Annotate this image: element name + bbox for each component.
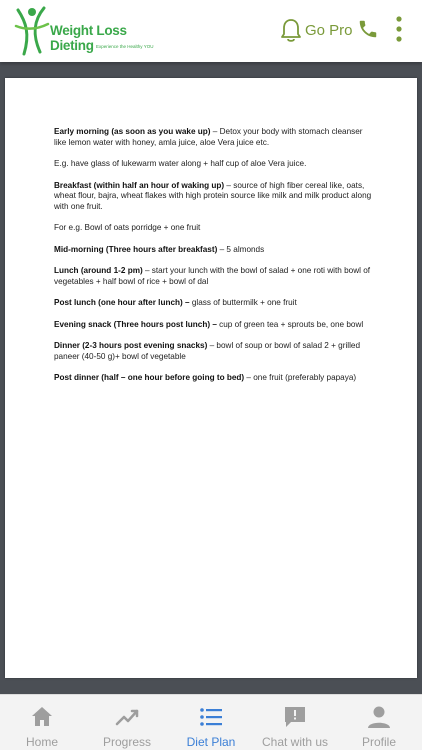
- logo-tagline: Experience the Healthy YOU: [96, 44, 154, 49]
- go-pro-button[interactable]: [280, 16, 353, 44]
- nav-diet-plan[interactable]: [180, 695, 242, 750]
- diet-plan-document[interactable]: [5, 78, 417, 678]
- logo-figure-icon: [10, 4, 54, 58]
- nav-diet-plan-label: Diet Plan: [186, 735, 236, 749]
- go-pro-label: Go Pro: [305, 21, 353, 39]
- nav-home-label: Home: [25, 735, 58, 749]
- plan-item: Post lunch (one hour after lunch) – glass of buttermilk + one fruit: [54, 298, 297, 307]
- nav-profile[interactable]: [355, 695, 403, 750]
- app-header: [0, 0, 422, 62]
- bottom-navigation: [0, 694, 422, 750]
- phone-icon[interactable]: [357, 18, 379, 40]
- person-icon: [365, 703, 393, 731]
- diet-plan-text: [54, 127, 372, 395]
- plan-item: Post dinner (half – one hour before going to bed) – one fruit (preferably papaya): [54, 373, 357, 382]
- list-icon: [197, 703, 225, 731]
- nav-progress-label: Progress: [102, 735, 152, 749]
- plan-item: Lunch (around 1-2 pm) – start your lunch with the bowl of salad + one roti with bowl of vegetables + half bowl of rice + bowl of dal: [54, 266, 371, 286]
- nav-progress[interactable]: [96, 695, 158, 750]
- bell-icon: [280, 17, 302, 43]
- plan-item: Evening snack (Three hours post lunch) – cup of green tea + sprouts be, one bowl: [54, 319, 364, 329]
- plan-item: Breakfast (within half an hour of waking up) – source of high fiber cereal like, oats, wheat flour, bajra, wheat flakes with high protein source like milk and milk product along with one fruit.: [54, 180, 372, 211]
- plan-item: Early morning (as soon as you wake up) – Detox your body with stomach cleanser like lemon water with honey, amla juice, aloe Vera juice etc.: [54, 127, 363, 147]
- trend-icon: [113, 703, 141, 731]
- nav-home[interactable]: [13, 695, 71, 750]
- nav-chat[interactable]: [257, 695, 333, 750]
- nav-profile-label: Profile: [361, 735, 396, 749]
- home-icon: [28, 703, 56, 731]
- logo-text: Weight Loss Dieting: [50, 23, 127, 53]
- plan-item: E.g. have glass of lukewarm water along + half cup of aloe Vera juice.: [54, 159, 307, 168]
- plan-item: Mid-morning (Three hours after breakfast) – 5 almonds: [54, 244, 265, 254]
- plan-item: For e.g. Bowl of oats porridge + one fruit: [54, 223, 201, 232]
- nav-chat-label: Chat with us: [261, 735, 329, 749]
- app-logo[interactable]: [10, 4, 160, 58]
- plan-item: Dinner (2-3 hours post evening snacks) – bowl of soup or bowl of salad 2 + grilled paneer (40-50 g)+ bowl of vegetable: [54, 341, 361, 361]
- more-options-icon[interactable]: [394, 14, 404, 44]
- chat-icon: [281, 703, 309, 731]
